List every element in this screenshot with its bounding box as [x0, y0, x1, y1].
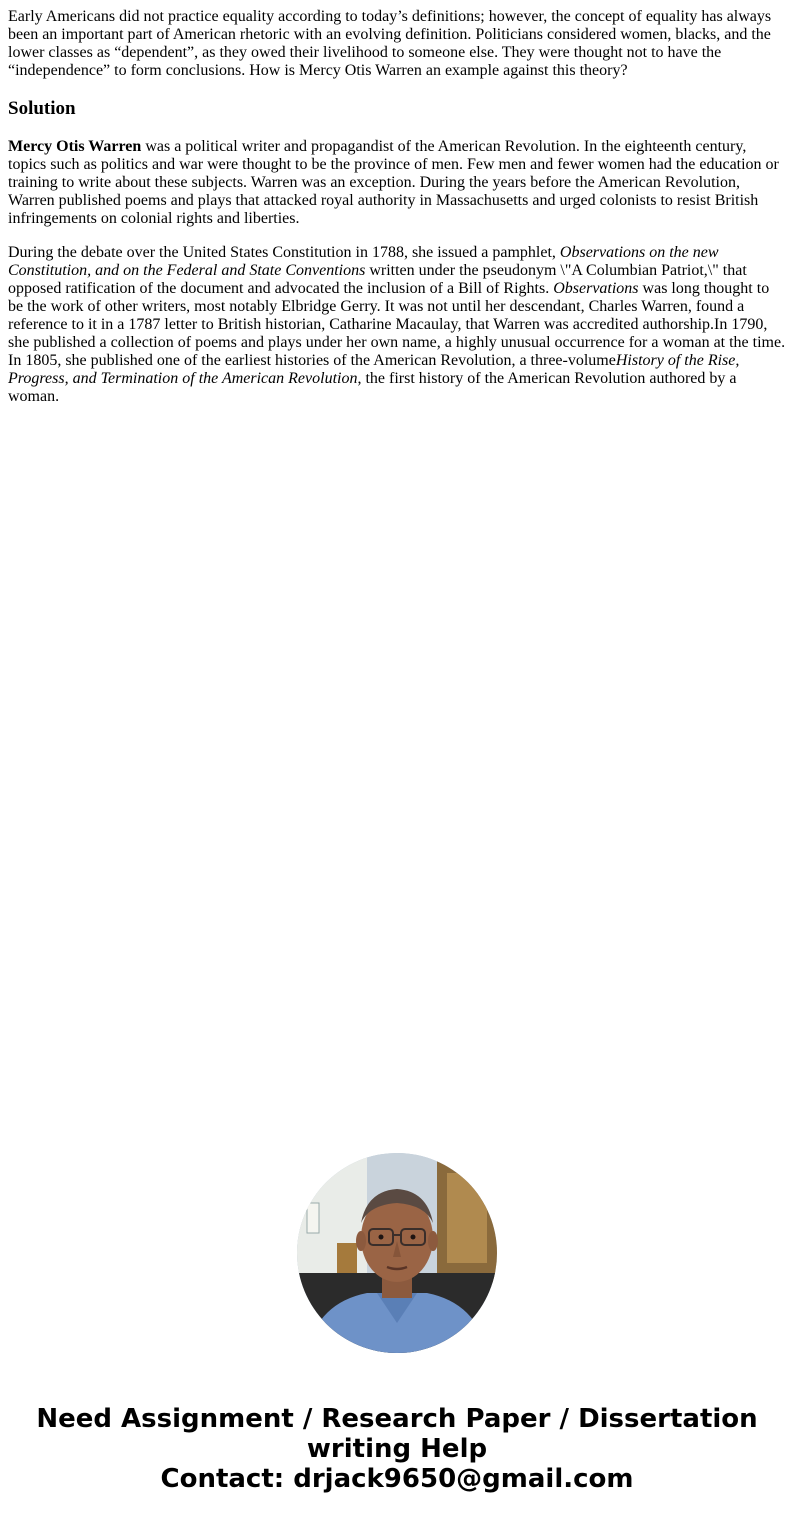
observations-title: Observations	[553, 280, 639, 297]
solution-heading: Solution	[8, 98, 76, 119]
promo-line-1: Need Assignment / Research Paper / Dissertation	[36, 1404, 758, 1434]
subject-name: Mercy Otis Warren	[8, 138, 142, 155]
paragraph-2-text-a: During the debate over the United States Constitution in 1788, she issued a pamphlet,	[8, 244, 560, 261]
paragraph-1-text: was a political writer and propagandist of the American Revolution. In the eighteenth century, topics such as politics and war were thought to be the province of men. Few men and fewer women had the education or training to write about these subjects. Warren was an exception. During the years before the American Revolution, Warren published poems and plays that attacked royal authority in Massachusetts and urged colonists to resist British infringements on colonial rights and liberties.	[8, 138, 779, 227]
promo-contact: Contact: drjack9650@gmail.com	[160, 1464, 634, 1494]
pamphlet-title: Observations on the new Constitution, and on the Federal and State Conventions	[8, 244, 719, 279]
solution-paragraph-2	[8, 244, 786, 406]
promo-line-2: writing Help	[306, 1434, 488, 1464]
portrait-illustration	[297, 1153, 497, 1353]
solution-paragraph-1	[8, 138, 786, 228]
author-avatar	[297, 1153, 497, 1353]
paragraph-2-text-c: was long thought to be the work of other writers, most notably Elbridge Gerry. It was not until her descendant, Charles Warren, found a reference to it in a 1787 letter to British historian, Catharine Macaulay, that Warren was accredited authorship.In 1790, she published a collection of poems and plays under her own name, a highly unusual occurrence for a woman at the time. In 1805, she published one of the earliest histories of the American Revolution, a three-volume	[8, 280, 786, 369]
history-title: History of the Rise, Progress, and Termination of the American Revolution	[8, 352, 740, 387]
paragraph-2-text-d: , the first history of the American Revolution authored by a woman.	[8, 370, 737, 405]
promo-banner	[0, 1404, 794, 1494]
question-text: Early Americans did not practice equality according to today’s definitions; however, the concept of equality has always been an important part of American rhetoric with an evolving definition. Politicians considered women, blacks, and the lower classes as “dependent”, as they owed their livelihood to someone else. They were thought not to have the “independence” to form conclusions. How is Mercy Otis Warren an example against this theory?	[8, 8, 772, 79]
paragraph-2-text-b: written under the pseudonym \"A Columbian Patriot,\" that opposed ratification of the document and advocated the inclusion of a Bill of Rights.	[8, 262, 747, 297]
article	[8, 8, 786, 422]
